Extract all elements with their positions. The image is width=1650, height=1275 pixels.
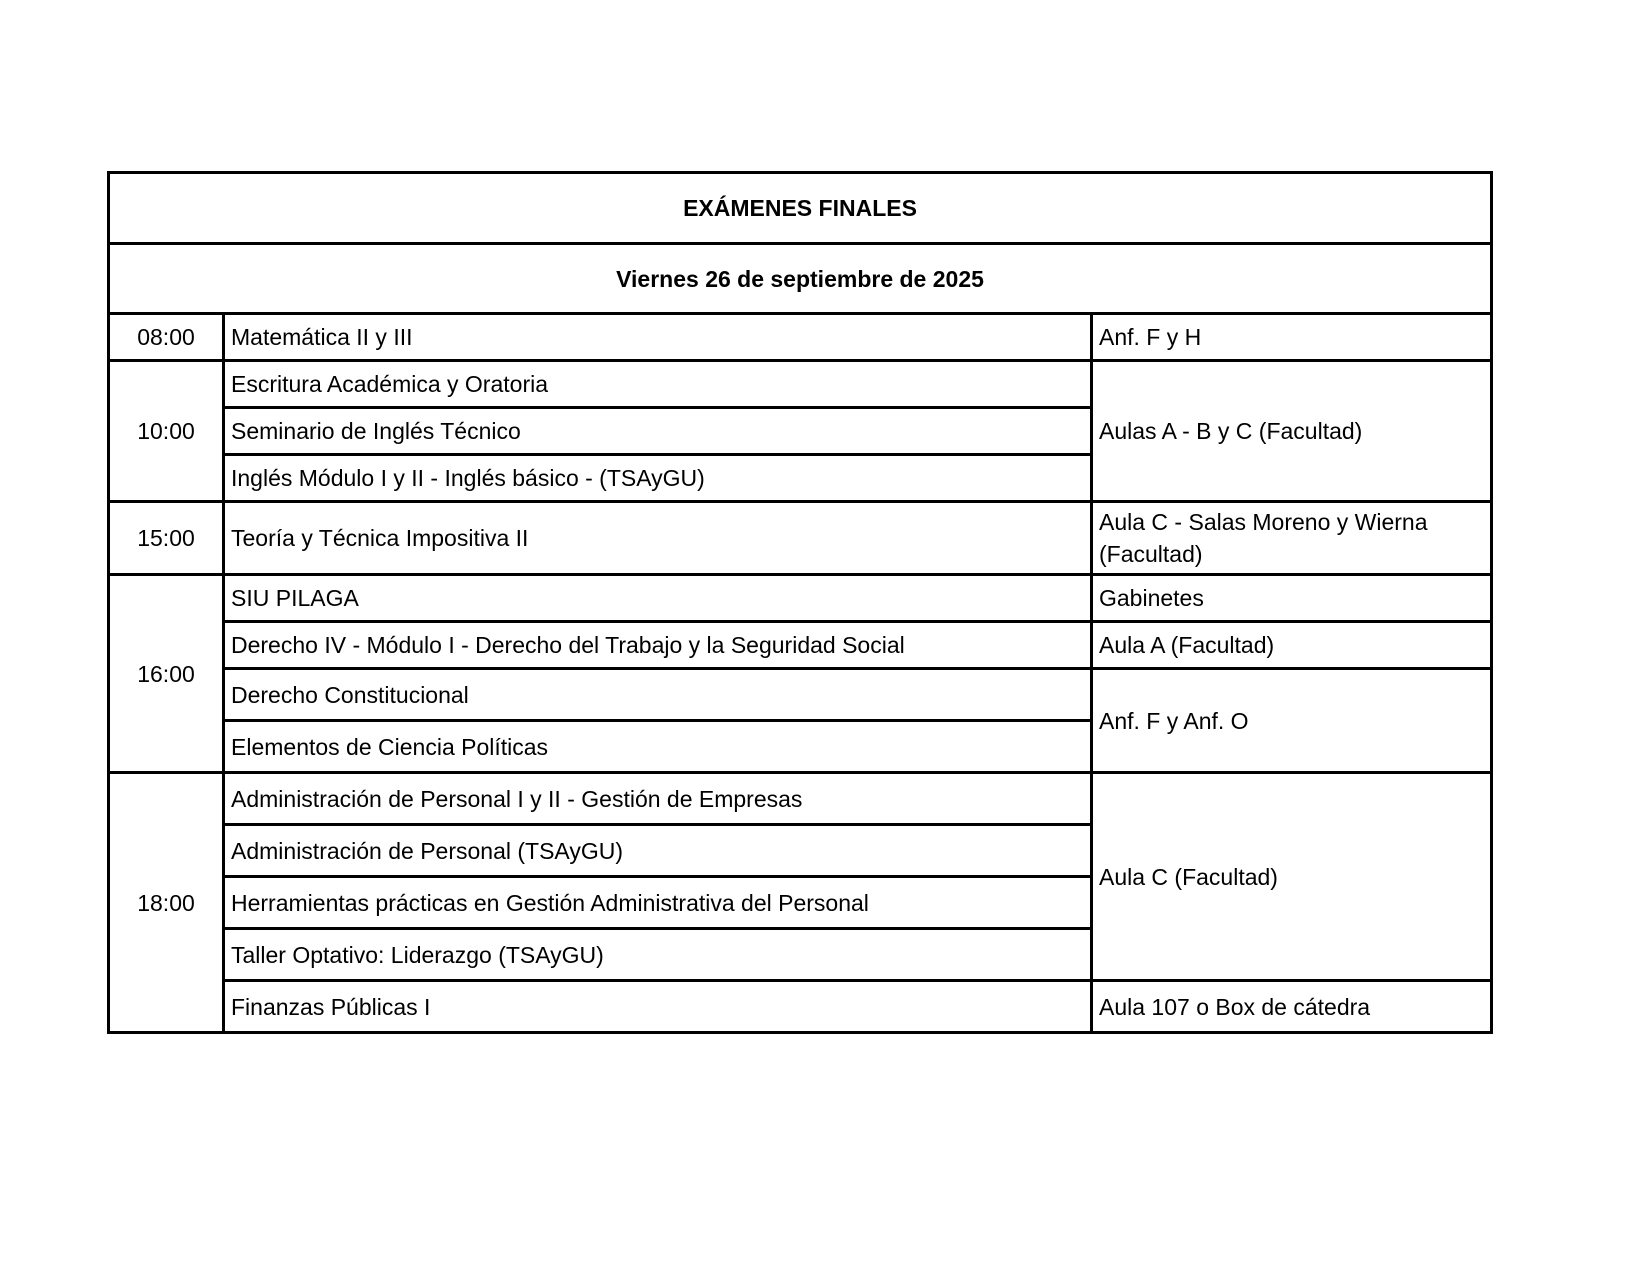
time-cell: 10:00 <box>109 361 224 502</box>
title-row <box>109 173 1492 244</box>
table-row <box>109 773 1492 825</box>
table-row <box>109 622 1492 669</box>
time-cell: 08:00 <box>109 314 224 361</box>
subject-cell: Administración de Personal (TSAyGU) <box>224 825 1092 877</box>
schedule-title: EXÁMENES FINALES <box>109 173 1492 244</box>
subject-cell: Taller Optativo: Liderazgo (TSAyGU) <box>224 929 1092 981</box>
place-cell: Aula C (Facultad) <box>1092 773 1492 981</box>
subject-cell: Derecho IV - Módulo I - Derecho del Trabajo y la Seguridad Social <box>224 622 1092 669</box>
subject-cell: Derecho Constitucional <box>224 669 1092 721</box>
table-row <box>109 361 1492 408</box>
subject-cell: Herramientas prácticas en Gestión Administrativa del Personal <box>224 877 1092 929</box>
subject-cell: Inglés Módulo I y II - Inglés básico - (TSAyGU) <box>224 455 1092 502</box>
subject-cell: Matemática II y III <box>224 314 1092 361</box>
table-row <box>109 314 1492 361</box>
time-cell: 15:00 <box>109 502 224 575</box>
table-row <box>109 669 1492 721</box>
place-cell: Gabinetes <box>1092 575 1492 622</box>
table-row <box>109 575 1492 622</box>
table-row <box>109 981 1492 1033</box>
place-cell: Aula 107 o Box de cátedra <box>1092 981 1492 1033</box>
subject-cell: Seminario de Inglés Técnico <box>224 408 1092 455</box>
date-row <box>109 244 1492 314</box>
place-cell: Anf. F y H <box>1092 314 1492 361</box>
subject-cell: SIU PILAGA <box>224 575 1092 622</box>
place-cell: Anf. F y Anf. O <box>1092 669 1492 773</box>
subject-cell: Administración de Personal I y II - Gestión de Empresas <box>224 773 1092 825</box>
time-cell: 18:00 <box>109 773 224 1033</box>
subject-cell: Finanzas Públicas I <box>224 981 1092 1033</box>
place-cell: Aula A (Facultad) <box>1092 622 1492 669</box>
subject-cell: Escritura Académica y Oratoria <box>224 361 1092 408</box>
subject-cell: Elementos de Ciencia Políticas <box>224 721 1092 773</box>
place-cell: Aulas A - B y C (Facultad) <box>1092 361 1492 502</box>
schedule-date: Viernes 26 de septiembre de 2025 <box>109 244 1492 314</box>
subject-cell: Teoría y Técnica Impositiva II <box>224 502 1092 575</box>
table-row <box>109 502 1492 575</box>
place-cell: Aula C - Salas Moreno y Wierna (Facultad) <box>1092 502 1492 575</box>
exam-schedule-table <box>107 171 1493 1034</box>
time-cell: 16:00 <box>109 575 224 773</box>
